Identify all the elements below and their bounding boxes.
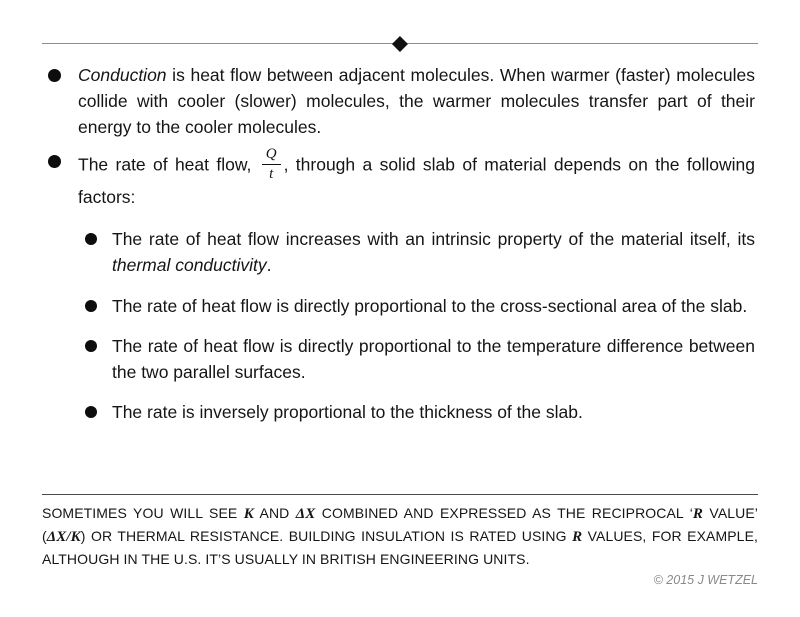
sub-bullet-text-temperature-difference [112, 333, 755, 385]
text-segment: The rate is inversely proportional to the thickness of the slab. [112, 402, 583, 422]
text-segment: ) OR THERMAL RESISTANCE. BUILDING INSULATION IS RATED USING [80, 528, 573, 544]
sub-bullet-text-cross-sectional-area [112, 293, 755, 319]
fraction-denominator: t [269, 165, 274, 182]
bullet-icon [48, 69, 61, 82]
text-segment: The rate of heat flow is directly proportional to the cross-sectional area of the slab. [112, 296, 748, 316]
fraction-numerator: Q [262, 146, 281, 165]
bullet-icon [85, 406, 97, 418]
text-segment: R [692, 506, 704, 522]
text-segment: Conduction [78, 65, 167, 85]
top-divider-rule [42, 31, 758, 55]
text-segment: is heat flow between adjacent molecules. When warmer (faster) molecules collide with cooler (slower) molecules, the warmer molecules transfer part of their energy to the cooler molecules. [78, 65, 755, 137]
text-segment: thermal conductivity [112, 255, 267, 275]
footnote-divider-rule [42, 494, 758, 495]
text-segment: The rate of heat flow, [78, 154, 259, 175]
footnote-section [42, 494, 758, 587]
text-segment: COMBINED AND EXPRESSED AS THE RECIPROCAL ‘ [315, 505, 693, 521]
diamond-icon: ◆ [391, 31, 409, 55]
bullet-icon [48, 155, 61, 168]
text-segment: . [266, 255, 272, 275]
text-segment: The rate of heat flow is directly proportional to the temperature difference between the two parallel surfaces. [112, 336, 755, 382]
bullet-text-conduction [78, 62, 755, 140]
sub-bullet-text-slab-thickness [112, 399, 755, 425]
text-segment: K [243, 506, 254, 522]
fraction-q-over-t [262, 146, 281, 182]
sub-bullet-item-cross-sectional-area [0, 293, 800, 319]
sub-bullet-item-thermal-conductivity [0, 226, 800, 278]
text-segment: AND [253, 505, 296, 521]
text-segment: R [572, 529, 583, 545]
text-segment: VALUES, FOR EXAMPLE, ALTHOUGH IN THE U.S. IT’S USUALLY IN BRITISH ENGINEERING UNITS. [42, 528, 758, 567]
text-segment: VALUE’ ( [42, 505, 758, 544]
sub-bullet-item-slab-thickness [0, 399, 800, 425]
bullet-item-rate-of-heat-flow [0, 148, 800, 210]
text-segment: SOMETIMES YOU WILL SEE [42, 505, 244, 521]
sub-bullet-item-temperature-difference [0, 333, 800, 385]
bullet-text-rate-of-heat-flow [78, 148, 755, 210]
bullet-icon [85, 300, 97, 312]
bullet-icon [85, 340, 97, 352]
sub-bullet-text-thermal-conductivity [112, 226, 755, 278]
text-segment: ΔX/K [46, 529, 81, 545]
text-segment: The rate of heat flow increases with an intrinsic property of the material itself, its [112, 229, 755, 249]
bullet-icon [85, 233, 97, 245]
copyright-text: © 2015 J WETZEL [653, 573, 758, 587]
footnote-text [42, 502, 758, 570]
text-segment: , through a solid slab of material depends on the following factors: [78, 154, 755, 207]
bullet-item-conduction [0, 62, 800, 140]
text-segment: ΔX [295, 506, 316, 522]
